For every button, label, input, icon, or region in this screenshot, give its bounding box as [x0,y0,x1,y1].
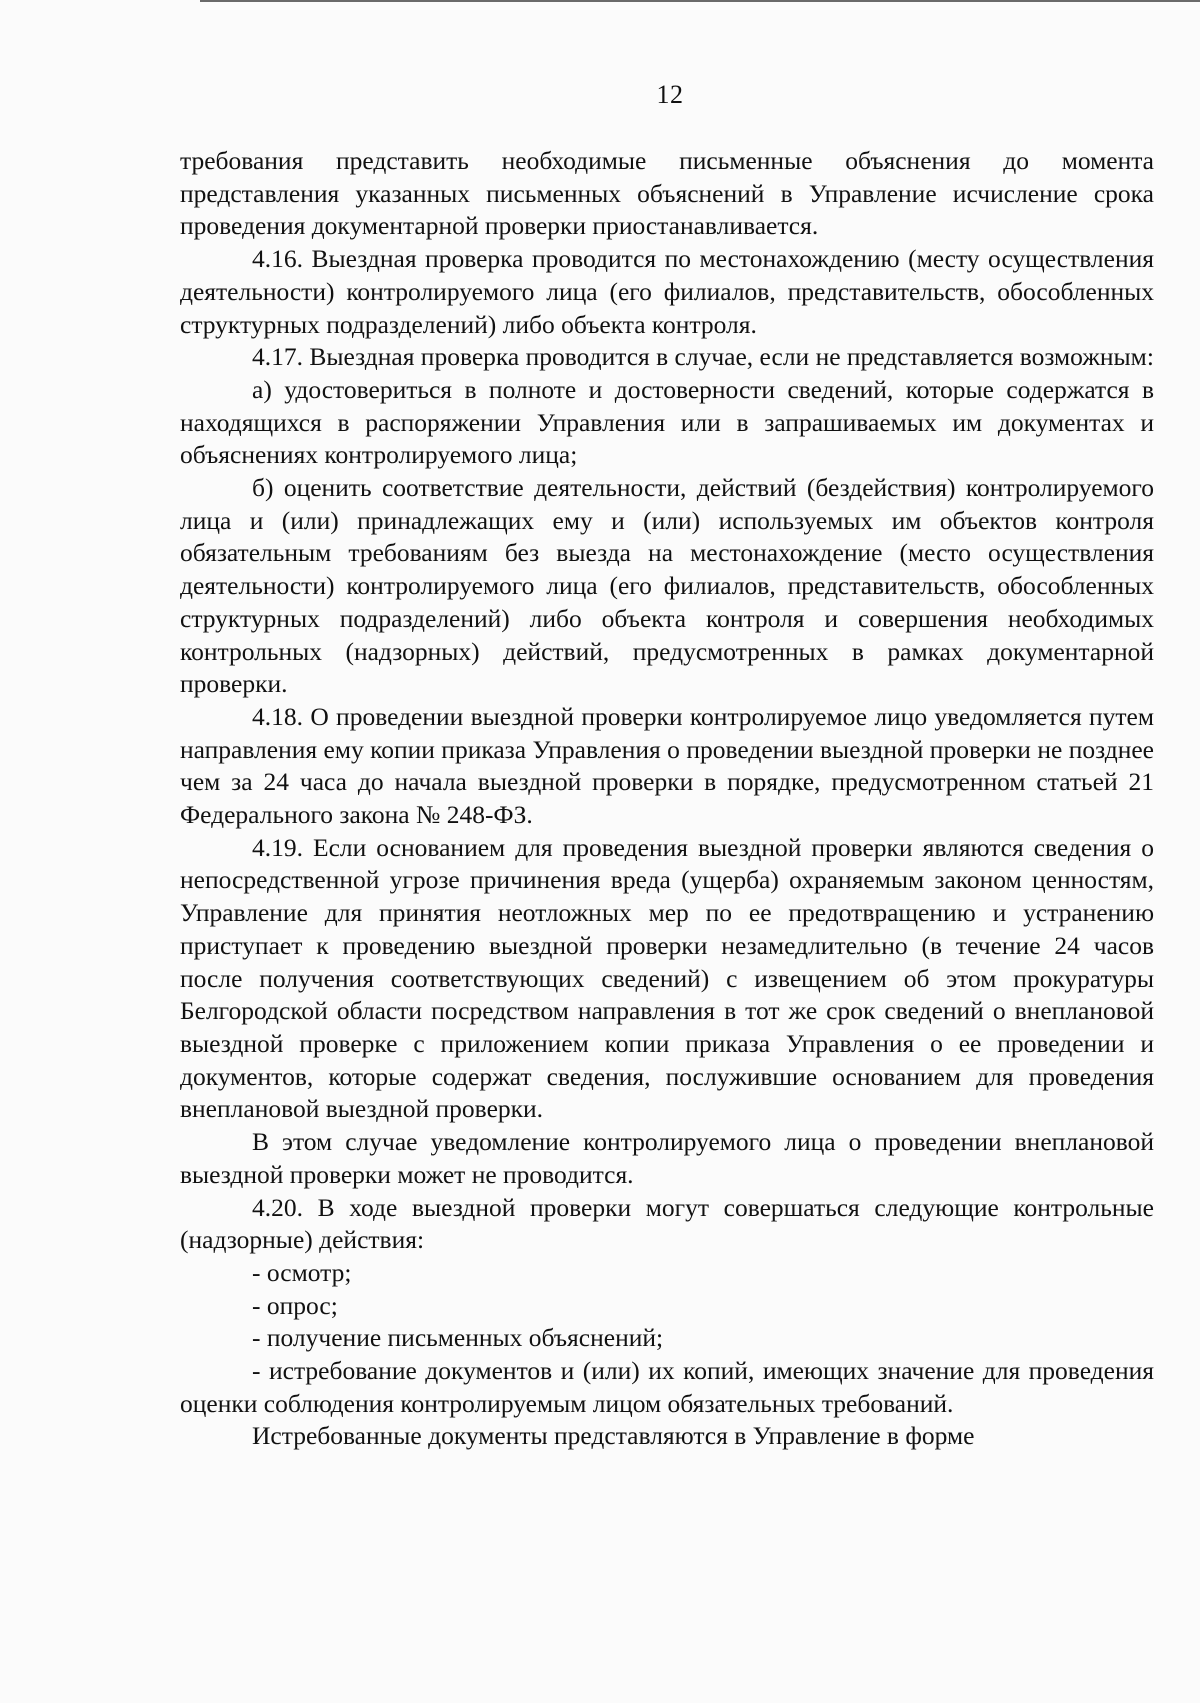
page-number: 12 [656,80,684,109]
paragraph-requested-documents: Истребованные документы представляются в Управление в форме [252,1421,975,1451]
paragraph-4-17-a: а) удостовериться в полноте и достоверности сведений, которые содержатся в находящихся в распоряжении Управления или в запрашиваемых им документах и объяснениях контролируемого лица; [180,374,1154,470]
paragraph-4-20: 4.20. В ходе выездной проверки могут совершаться следующие контрольные (надзорные) действия: [180,1192,1154,1255]
paragraph-continuation: требования представить необходимые письменные объяснения до момента представления указанных письменных объяснений в Управление исчисление срока проведения документарной проверки приостанавливается. [180,146,1154,241]
paragraph-4-16: 4.16. Выездная проверка проводится по местонахождению (месту осуществления деятельности) контролируемого лица (его филиалов, представительств, обособленных структурных подразделений) либо объекта контроля. [180,244,1154,339]
paragraph-4-17: 4.17. Выездная проверка проводится в случае, если не представляется возможным: [252,342,1154,372]
paragraph-4-18: 4.18. О проведении выездной проверки контролируемое лицо уведомляется путем направления ему копии приказа Управления о проведении выездной проверки не позднее чем за 24 часа до начала выездной проверки в порядке, предусмотренном статьей 21 Федерального закона № 248-ФЗ. [180,701,1154,830]
paragraph-4-17-b: б) оценить соответствие деятельности, действий (бездействия) контролируемого лица и (или) принадлежащих ему и (или) используемых им объектов контроля обязательным требованиям без выезда на местонахождение (место осуществления деятельности) контролируемого лица (его филиалов, представительств, обособленных структурных подразделений) либо объекта контроля и совершения необходимых контрольных (надзорных) действий, предусмотренных в рамках документарной проверки. [180,473,1154,699]
scan-edge-line [200,0,1200,2]
action-item-written-explanations: - получение письменных объяснений; [252,1323,664,1353]
paragraph-notification: В этом случае уведомление контролируемого лица о проведении внеплановой выездной проверки может не проводится. [180,1127,1154,1189]
action-item-survey: - опрос; [252,1290,338,1320]
paragraph-4-19: 4.19. Если основанием для проведения выездной проверки являются сведения о непосредственной угрозе причинения вреда (ущерба) охраняемым законом ценностям, Управление для принятия неотложных мер по ее предотвращению и устранению приступает к проведению выездной проверки незамедлительно (в течение 24 часов после получения соответствующих сведений) с извещением об этом прокуратуры Белгородской области посредством направления в тот же срок сведений о внеплановой выездной проверке с приложением копии приказа Управления о ее проведении и документов, которые содержат сведения, послужившие основанием для проведения внеплановой выездной проверки. [180,832,1154,1124]
document-body [180,145,1154,1453]
action-item-inspection: - осмотр; [252,1257,352,1287]
action-item-document-request: - истребование документов и (или) их копий, имеющих значение для проведения оценки соблюдения контролируемым лицом обязательных требований. [180,1356,1154,1418]
